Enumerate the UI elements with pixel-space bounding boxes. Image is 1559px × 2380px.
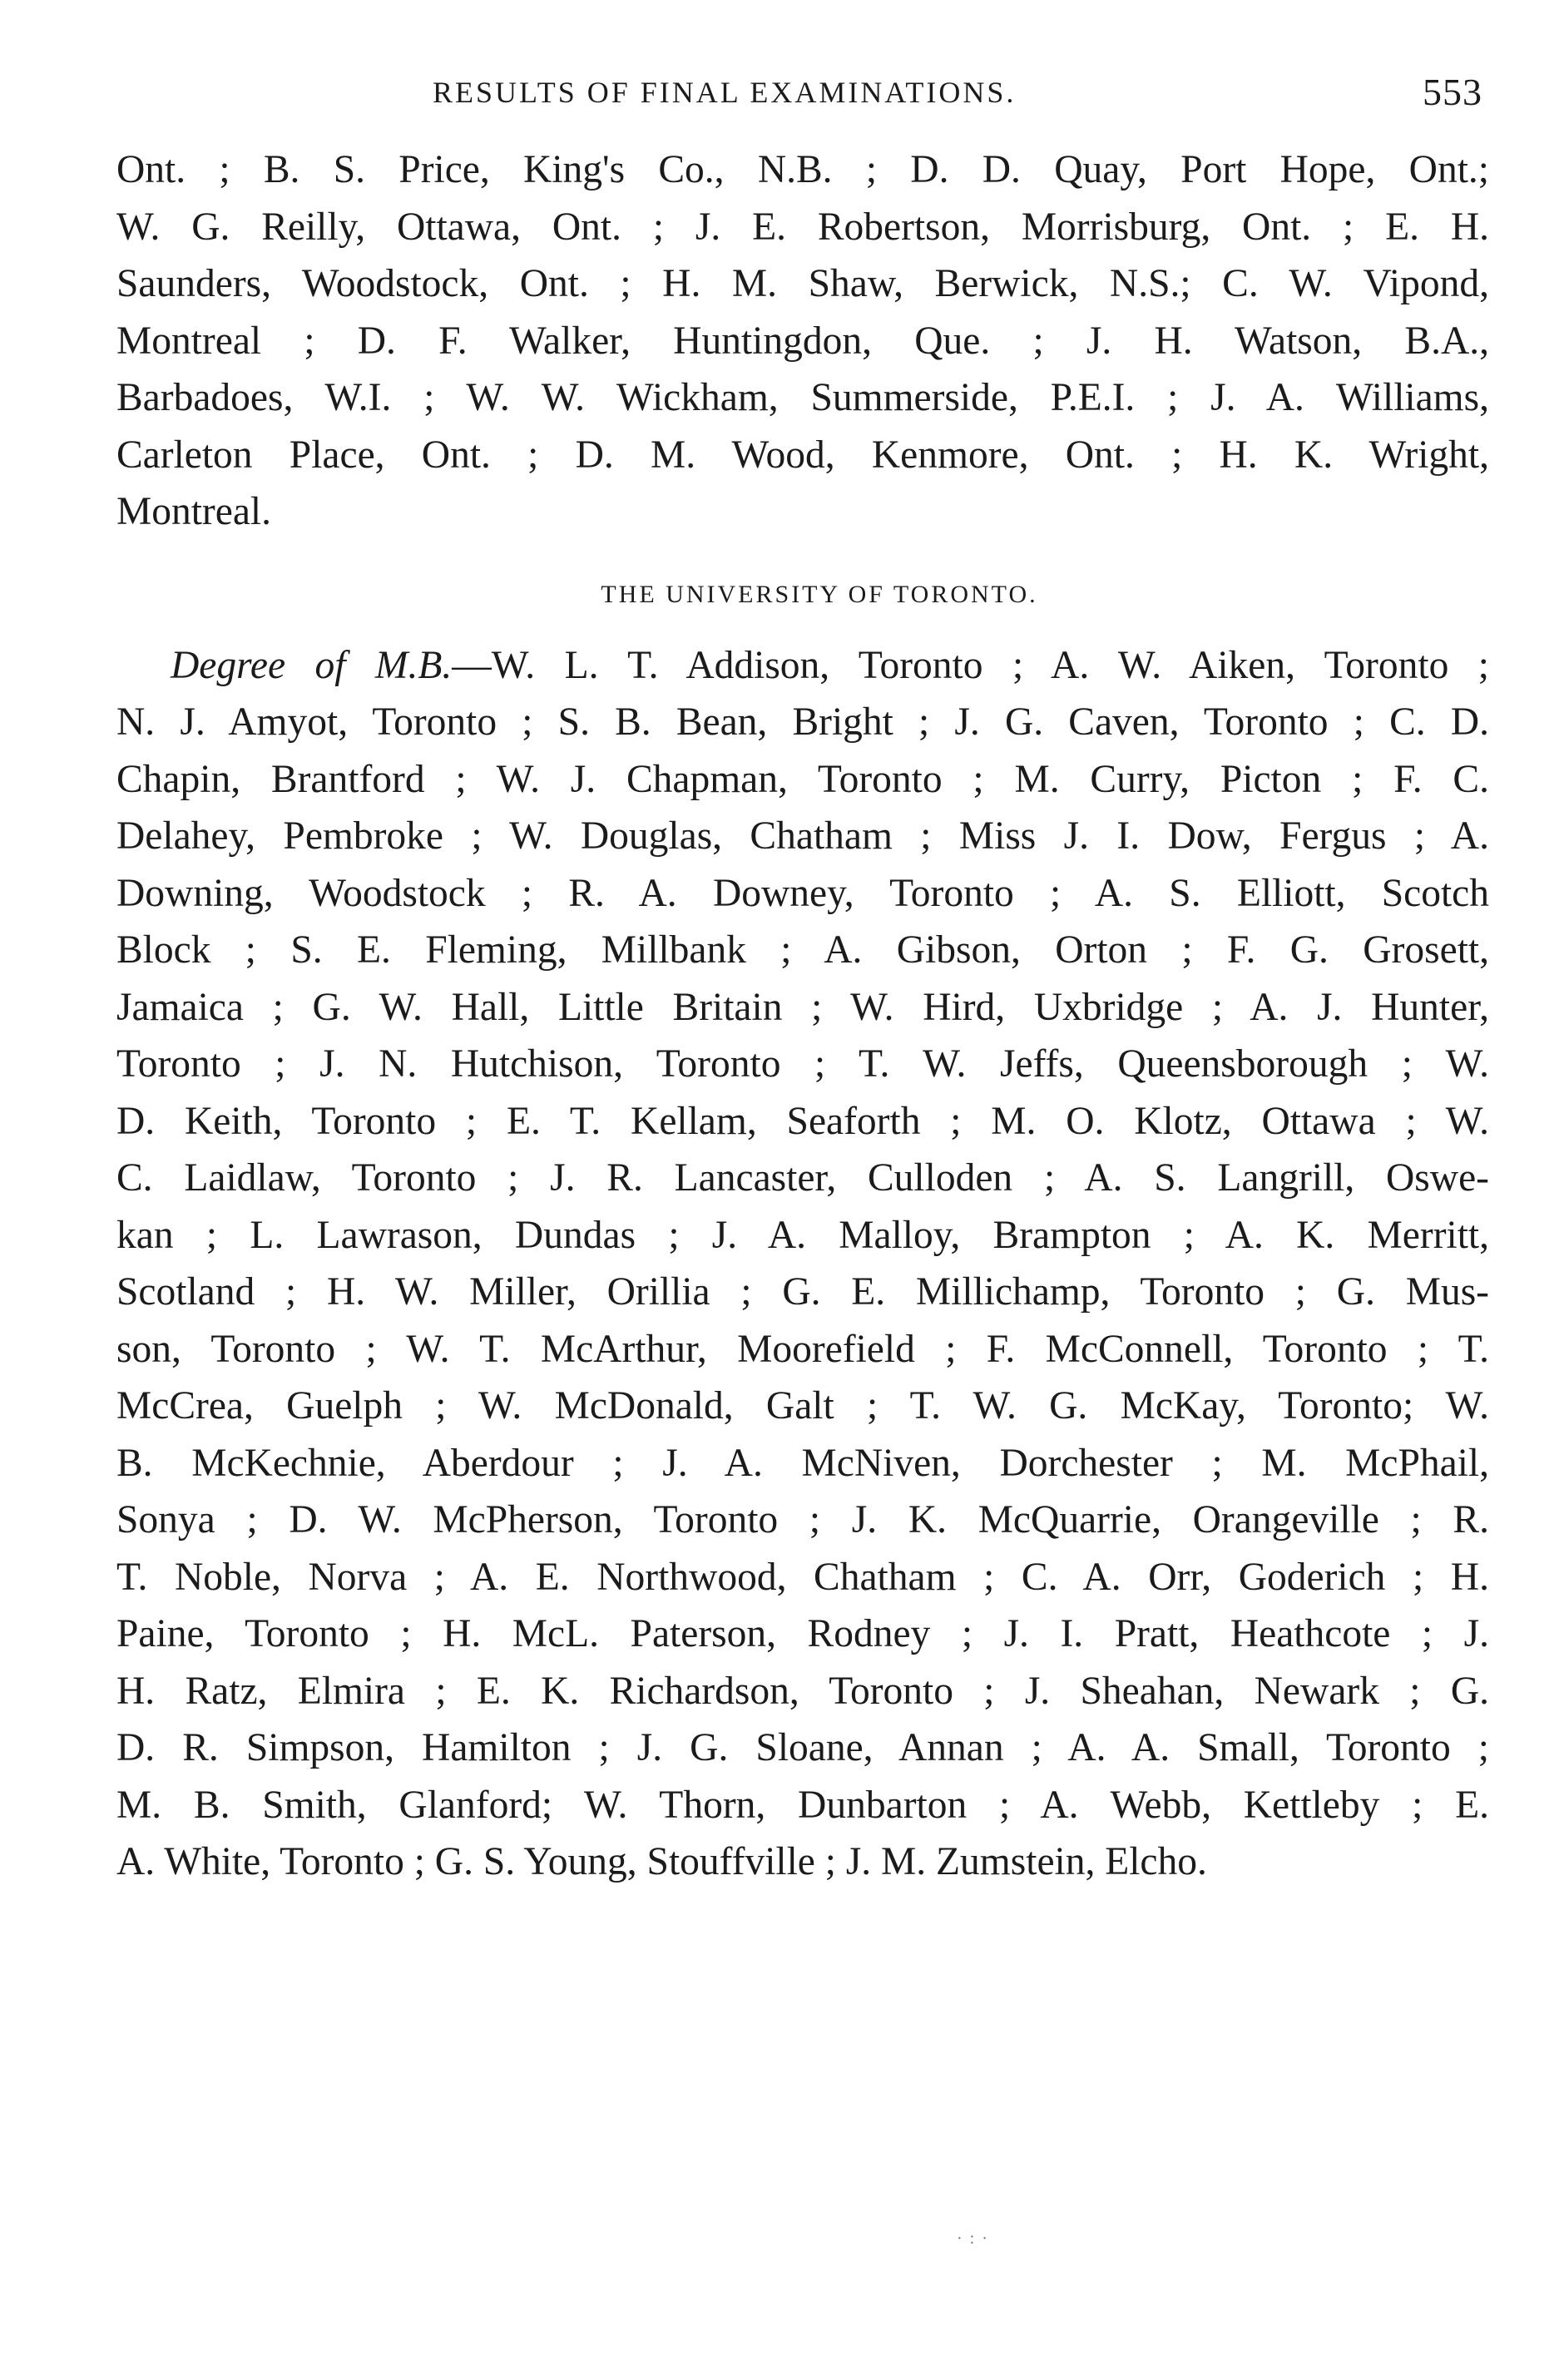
text-line: H. Ratz, Elmira ; E. K. Richardson, Toronto ; J. Sheahan, Newark ; G. (116, 1669, 1489, 1713)
text-line: Chapin, Brantford ; W. J. Chapman, Toronto ; M. Curry, Picton ; F. C. (116, 757, 1489, 801)
text-line: Scotland ; H. W. Miller, Orillia ; G. E. Millichamp, Toronto ; G. Mus- (116, 1270, 1489, 1314)
text-line: Barbadoes, W.I. ; W. W. Wickham, Summerside, P.E.I. ; J. A. Williams, (116, 376, 1489, 419)
text-line: A. White, Toronto ; G. S. Young, Stouffville ; J. M. Zumstein, Elcho. (116, 1840, 1207, 1883)
text-line: Block ; S. E. Fleming, Millbank ; A. Gibson, Orton ; F. G. Grosett, (116, 928, 1489, 972)
text-line: W. G. Reilly, Ottawa, Ont. ; J. E. Robertson, Morrisburg, Ont. ; E. H. (116, 205, 1489, 249)
text-line: T. Noble, Norva ; A. E. Northwood, Chatham ; C. A. Orr, Goderich ; H. (116, 1555, 1489, 1599)
text-line: son, Toronto ; W. T. McArthur, Moorefield ; F. McConnell, Toronto ; T. (116, 1327, 1489, 1371)
text-line: Ont. ; B. S. Price, King's Co., N.B. ; D. D. Quay, Port Hope, Ont.; (116, 148, 1489, 191)
text-line: D. Keith, Toronto ; E. T. Kellam, Seaforth ; M. O. Klotz, Ottawa ; W. (116, 1099, 1489, 1143)
text-line: Carleton Place, Ont. ; D. M. Wood, Kenmore, Ont. ; H. K. Wright, (116, 433, 1489, 477)
text-line: Saunders, Woodstock, Ont. ; H. M. Shaw, Berwick, N.S.; C. W. Vipond, (116, 262, 1489, 305)
book-page (116, 71, 1489, 1891)
text-line: Paine, Toronto ; H. McL. Paterson, Rodney ; J. I. Pratt, Heathcote ; J. (116, 1612, 1489, 1655)
text-line: Montreal. (116, 490, 271, 533)
text-line: Delahey, Pembroke ; W. Douglas, Chatham ; Miss J. I. Dow, Fergus ; A. (116, 814, 1489, 858)
text-line: Downing, Woodstock ; R. A. Downey, Toronto ; A. S. Elliott, Scotch (116, 871, 1489, 915)
scan-specks: · : · (957, 2229, 989, 2248)
running-head (116, 71, 1489, 141)
text-line: B. McKechnie, Aberdour ; J. A. McNiven, Dorchester ; M. McPhail, (116, 1441, 1489, 1485)
page-number: 553 (1423, 71, 1482, 113)
text-line: kan ; L. Lawrason, Dundas ; J. A. Malloy, Brampton ; A. K. Merritt, (116, 1213, 1489, 1257)
text-line-first (116, 637, 1489, 695)
text-line: McCrea, Guelph ; W. McDonald, Galt ; T. W. G. McKay, Toronto; W. (116, 1384, 1489, 1428)
text-line: D. R. Simpson, Hamilton ; J. G. Sloane, Annan ; A. A. Small, Toronto ; (116, 1726, 1489, 1769)
paragraph-ontario-results (116, 141, 1489, 541)
first-line-names: —W. L. T. Addison, Toronto ; A. W. Aiken, Toronto ; (452, 643, 1489, 687)
text-line: Sonya ; D. W. McPherson, Toronto ; J. K. McQuarrie, Orangeville ; R. (116, 1498, 1489, 1541)
paragraph-mb-degree (116, 637, 1489, 1891)
text-line: M. B. Smith, Glanford; W. Thorn, Dunbarton ; A. Webb, Kettleby ; E. (116, 1783, 1489, 1827)
text-line: Jamaica ; G. W. Hall, Little Britain ; W. Hird, Uxbridge ; A. J. Hunter, (116, 985, 1489, 1029)
text-line: Toronto ; J. N. Hutchison, Toronto ; T. W. Jeffs, Queensborough ; W. (116, 1042, 1489, 1086)
degree-label: Degree of M.B. (171, 643, 453, 687)
running-title: RESULTS OF FINAL EXAMINATIONS. (433, 76, 1017, 109)
text-line: N. J. Amyot, Toronto ; S. B. Bean, Bright ; J. G. Caven, Toronto ; C. D. (116, 700, 1489, 744)
text-line: Montreal ; D. F. Walker, Huntingdon, Que. ; J. H. Watson, B.A., (116, 319, 1489, 363)
section-heading: THE UNIVERSITY OF TORONTO. (601, 580, 1038, 608)
text-line: C. Laidlaw, Toronto ; J. R. Lancaster, Culloden ; A. S. Langrill, Oswe- (116, 1156, 1489, 1200)
